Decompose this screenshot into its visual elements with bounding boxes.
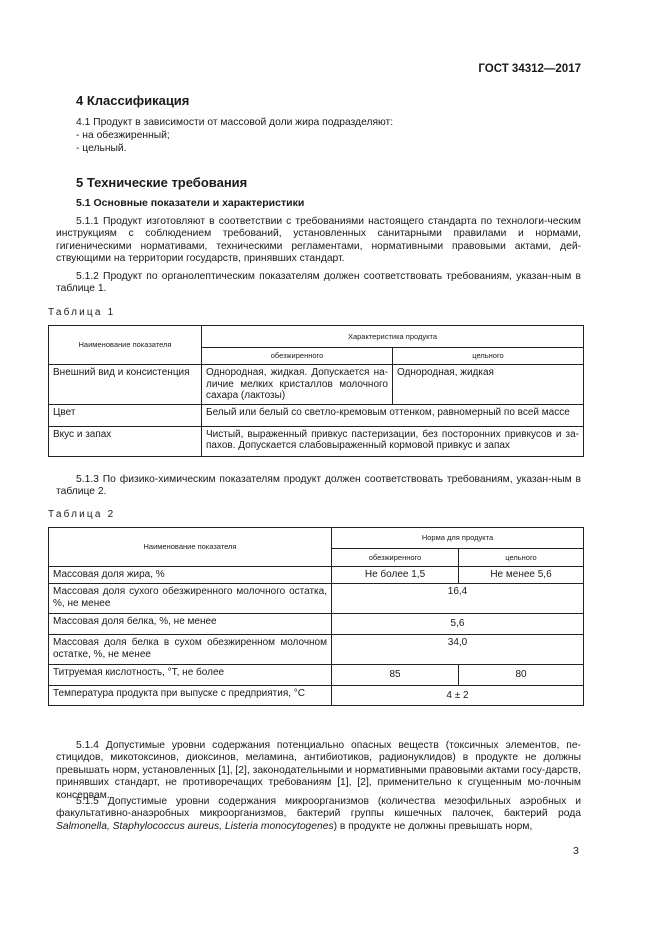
table-cell: 80 [459,665,584,686]
table-row [49,635,584,665]
table-cell: Белый или белый со светло-кремовым оттенком, равномерный по всей массе [202,404,584,426]
table-row [49,404,584,426]
standard-code: ГОСТ 34312—2017 [478,63,581,75]
table-cell: Однородная, жидкая [393,365,584,405]
bacteria-names: Salmonella, Staphylococcus aureus, Listeria monocytogenes [56,820,334,832]
table-cell: Массовая доля белка, %, не менее [49,614,332,635]
table-cell: Чистый, выраженный привкус пастеризации, без посторонних привкусов и за-пахов. Допускается слабовыраженный кормовой привкус и запах [202,426,584,456]
table-row [49,365,584,405]
table-cell: 16,4 [332,584,584,614]
section-5-title: 5 Технические требования [76,175,248,190]
table-cell: 4 ± 2 [332,686,584,706]
table-cell: Вкус и запах [49,426,202,456]
table-1-caption: Таблица 1 [48,307,116,318]
table-cell: Массовая доля белка в сухом обезжиренном молочном остатке, %, не менее [49,635,332,665]
subsection-5-1-title: 5.1 Основные показатели и характеристики [76,197,305,209]
paragraph-5-1-1: 5.1.1 Продукт изготовляют в соответствии с требованиями настоящего стандарта по технологи-ческим инструкциям с соблюдением требований, установленных санитарными правилами и нормами, гигиеническими нормативами, техническими регламентами, нормативными правовыми актами, дей-ствующими на территории государств, принявших стандарт. [56,216,581,265]
paragraph-5-1-5-start: 5.1.5 Допустимые уровни содержания микроорганизмов (количества мезофильных аэробных и факультативно-анаэробных микроорганизмов, бактерий группы кишечных палочек, бактерий рода [56,796,581,820]
table-1-header-group: Характеристика продукта [202,326,584,348]
table-1 [48,325,584,457]
section-4-title: 4 Классификация [76,93,190,108]
table-cell: 5,6 [332,614,584,635]
table-2 [48,527,584,706]
table-cell: Температура продукта при выпуске с предприятия, °С [49,686,332,706]
paragraph-5-1-3: 5.1.3 По физико-химическим показателям продукт должен соответствовать требованиям, указан-ным в таблице 2. [56,474,581,498]
table-cell: Не более 1,5 [332,567,459,584]
table-row [49,426,584,456]
table-row [49,614,584,635]
table-1-header-a: обезжиренного [202,348,393,365]
list-item-2: - цельный. [76,143,127,154]
table-2-header-name: Наименование показателя [49,528,332,567]
table-row [49,686,584,706]
table-2-header-group: Норма для продукта [332,528,584,549]
paragraph-5-1-5 [56,796,581,833]
paragraph-5-1-2: 5.1.2 Продукт по органолептическим показателям должен соответствовать требованиям, указан-ным в таблице 1. [56,271,581,295]
table-cell: Цвет [49,404,202,426]
table-cell: Однородная, жидкая. Допускается на-личие мелких кристаллов молочного сахара (лактозы) [202,365,393,405]
page-number: 3 [573,845,579,857]
table-2-caption: Таблица 2 [48,509,116,520]
table-row [49,584,584,614]
table-cell: Не менее 5,6 [459,567,584,584]
table-2-header-b: цельного [459,549,584,567]
table-1-header-b: цельного [393,348,584,365]
table-cell: 85 [332,665,459,686]
table-cell: Титруемая кислотность, °Т, не более [49,665,332,686]
table-1-header-name: Наименование показателя [49,326,202,365]
list-item-1: - на обезжиренный; [76,130,170,141]
table-cell: Массовая доля сухого обезжиренного молочного остатка, %, не менее [49,584,332,614]
paragraph-5-1-5-end: ) в продукте не должны превышать норм, [333,820,533,832]
table-row [49,567,584,584]
table-row [49,665,584,686]
table-cell: Внешний вид и консистенция [49,365,202,405]
table-cell: Массовая доля жира, % [49,567,332,584]
paragraph-4-1: 4.1 Продукт в зависимости от массовой доли жира подразделяют: [76,117,394,128]
paragraph-5-1-4: 5.1.4 Допустимые уровни содержания потенциально опасных веществ (токсичных элементов, пе-стицидов, микотоксинов, диоксинов, меламина, антибиотиков, радионуклидов) в продукте не должны превышать норм, установленных [1], [2], законодательными и нормативными правовыми актами госу-дарств, принявших стандарт, не противоречащих требованиям [1], [2], применительно к сгущенным мо-лочным консервам. [56,740,581,801]
table-cell: 34,0 [332,635,584,665]
table-2-header-a: обезжиренного [332,549,459,567]
